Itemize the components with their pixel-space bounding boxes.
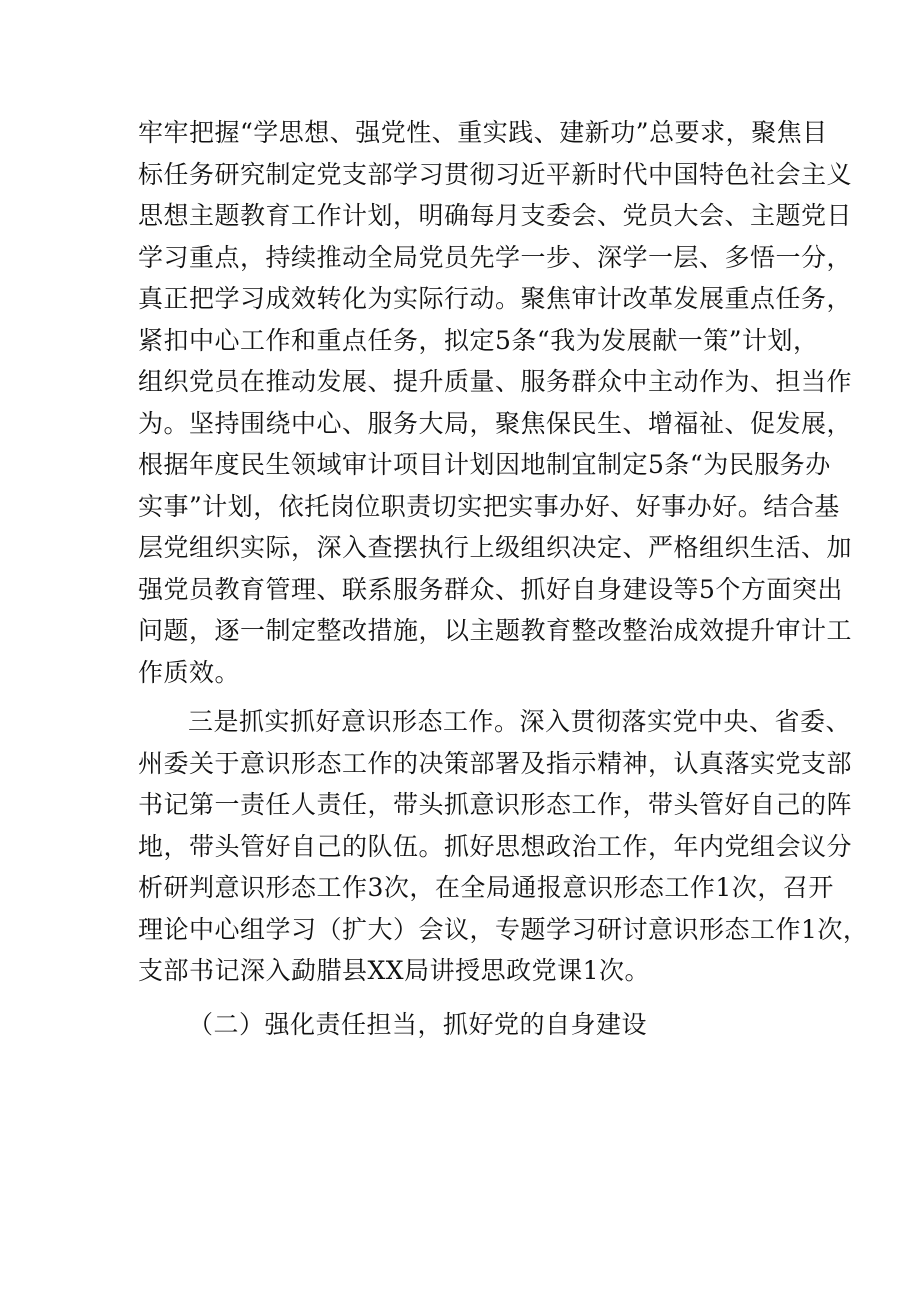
text-line: 标任务研究制定党支部学习贯彻习近平新时代中国特色社会主义	[138, 159, 853, 189]
text-line: 层党组织实际，深入查摆执行上级组织决定、严格组织生活、加	[138, 533, 853, 562]
text-line: 实事”计划，依托岗位职责切实把实事办好、好事办好。结合基	[138, 491, 840, 521]
text-line: 学习重点，持续推动全局党员先学一步、深学一层、多悟一分，	[138, 242, 853, 272]
text-line: 支部书记深入勐腊县XX局讲授思政党课1次。	[138, 956, 651, 985]
text-line: 组织党员在推动发展、提升质量、服务群众中主动作为、担当作	[138, 367, 853, 396]
paragraph-1	[138, 112, 853, 693]
text-line: 作质效。	[138, 657, 241, 687]
text-line: 强党员教育管理、联系服务群众、抓好自身建设等5个方面突出	[138, 574, 843, 604]
text-line: 问题，逐一制定整改措施，以主题教育整改整治成效提升审计工	[138, 616, 853, 645]
document-body	[138, 112, 869, 1045]
text-line: 地，带头管好自己的队伍。抓好思想政治工作，年内党组会议分	[138, 831, 853, 861]
text-line: 为。坚持围绕中心、服务大局，聚焦保民生、增福祉、促发展，	[138, 408, 853, 438]
paragraph-2	[138, 701, 869, 992]
section-heading: （二）强化责任担当，抓好党的自身建设	[188, 1009, 648, 1039]
text-line: 真正把学习成效转化为实际行动。聚焦审计改革发展重点任务，	[138, 284, 853, 313]
text-line: 州委关于意识形态工作的决策部署及指示精神，认真落实党支部	[138, 748, 853, 778]
text-line: 书记第一责任人责任，带头抓意识形态工作，带头管好自己的阵	[138, 790, 853, 819]
text-line: 紧扣中心工作和重点任务，拟定5条“我为发展献一策”计划，	[138, 325, 819, 355]
text-line: 析研判意识形态工作3次，在全局通报意识形态工作1次，召开	[138, 873, 834, 902]
text-line: 根据年度民生领域审计项目计划因地制宜制定5条“为民服务办	[138, 450, 831, 479]
text-line: 思想主题教育工作计划，明确每月支委会、党员大会、主题党日	[138, 201, 853, 230]
text-line: 三是抓实抓好意识形态工作。深入贯彻落实党中央、省委、	[188, 707, 852, 736]
text-line: 理论中心组学习（扩大）会议，专题学习研讨意识形态工作1次，	[138, 914, 869, 944]
text-line: 牢牢把握“学思想、强党性、重实践、建新功”总要求，聚焦目	[138, 118, 828, 147]
